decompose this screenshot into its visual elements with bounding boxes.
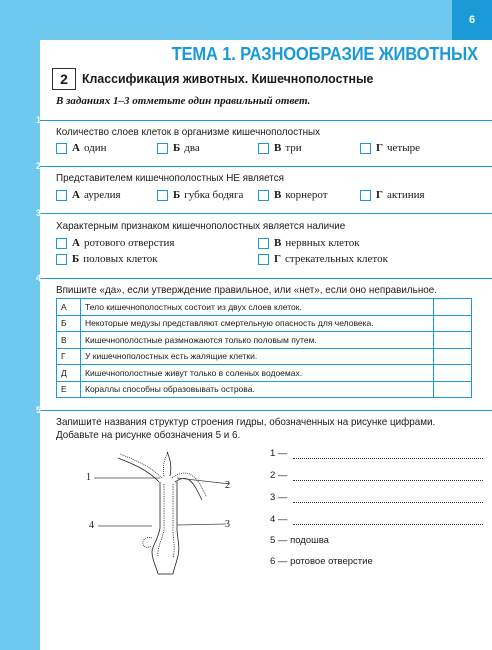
question-divider (40, 166, 492, 167)
checkbox[interactable] (360, 143, 371, 154)
question-text: Представителем кишечнополостных НЕ является (56, 172, 284, 184)
answer-cell[interactable] (434, 332, 472, 349)
question-text: Характерным признаком кишечнополостных является наличие (56, 220, 346, 232)
figure-label-2: 2 (225, 480, 230, 491)
hydra-figure (80, 448, 250, 578)
option-c[interactable]: В три (258, 142, 302, 154)
checkbox[interactable] (56, 143, 67, 154)
question-number: 3 (36, 208, 42, 218)
answer-cell[interactable] (434, 348, 472, 365)
question-divider (40, 410, 492, 411)
table-row: Б Некоторые медузы представляют смертельную опасность для человека. (57, 315, 472, 332)
checkbox[interactable] (258, 190, 269, 201)
question-divider (40, 120, 492, 121)
option-d[interactable]: Г актиния (360, 189, 425, 201)
answer-line-5: 5 — подошва (270, 535, 329, 546)
checkbox[interactable] (56, 190, 67, 201)
lesson-number: 2 (52, 68, 76, 90)
left-margin-bar (0, 0, 40, 650)
figure-label-1: 1 (86, 472, 91, 483)
topic-title: ТЕМА 1. РАЗНООБРАЗИЕ ЖИВОТНЫХ (171, 44, 478, 64)
checkbox[interactable] (258, 254, 269, 265)
instruction-text: В заданиях 1–3 отметьте один правильный ответ. (56, 95, 311, 107)
checkbox[interactable] (258, 238, 269, 249)
question-number: 1 (36, 115, 42, 125)
option-d[interactable]: Г четыре (360, 142, 420, 154)
true-false-table (56, 298, 472, 398)
lesson-title: Классификация животных. Кишечнополостные (82, 71, 374, 86)
option-c[interactable]: В нервных клеток (258, 237, 360, 249)
option-b[interactable]: Б половых клеток (56, 253, 158, 265)
table-row: Г У кишечнополостных есть жалящие клетки. (57, 348, 472, 365)
checkbox[interactable] (56, 238, 67, 249)
question-number: 4 (36, 273, 42, 283)
table-row: Д Кишечнополостные живут только в соленых водоемах. (57, 365, 472, 382)
answer-line-6: 6 — ротовое отверстие (270, 556, 373, 567)
checkbox[interactable] (360, 190, 371, 201)
answer-line-3[interactable]: 3 — (270, 492, 483, 503)
option-b[interactable]: Б губка бодяга (157, 189, 243, 201)
checkbox[interactable] (258, 143, 269, 154)
option-a[interactable]: А аурелия (56, 189, 121, 201)
answer-cell[interactable] (434, 365, 472, 382)
question-divider (40, 278, 492, 279)
answer-line-1[interactable]: 1 — (270, 448, 483, 459)
table-row: В Кишечнополостные размножаются только половым путем. (57, 332, 472, 349)
answer-cell[interactable] (434, 315, 472, 332)
checkbox[interactable] (157, 143, 168, 154)
question-number: 2 (36, 161, 42, 171)
option-a[interactable]: А ротового отверстия (56, 237, 174, 249)
answer-cell[interactable] (434, 381, 472, 398)
question-number: 5 (36, 405, 42, 415)
checkbox[interactable] (157, 190, 168, 201)
question-text: Количество слоев клеток в организме кишечнополостных (56, 126, 321, 138)
table-row: А Тело кишечнополостных состоит из двух слоев клеток. (57, 299, 472, 316)
checkbox[interactable] (56, 254, 67, 265)
table-row: Е Кораллы способны образовывать острова. (57, 381, 472, 398)
option-d[interactable]: Г стрекательных клеток (258, 253, 388, 265)
answer-cell[interactable] (434, 299, 472, 316)
question-text: Впишите «да», если утверждение правильное, или «нет», если оно неправильное. (56, 284, 438, 296)
answer-line-2[interactable]: 2 — (270, 470, 483, 481)
figure-label-3: 3 (225, 519, 230, 530)
question-divider (40, 213, 492, 214)
answer-line-4[interactable]: 4 — (270, 514, 483, 525)
option-b[interactable]: Б два (157, 142, 200, 154)
option-a[interactable]: А один (56, 142, 107, 154)
page-number: 6 (452, 0, 492, 40)
hydra-drawing (80, 448, 250, 578)
figure-label-4: 4 (89, 520, 94, 531)
top-header-bar (40, 0, 452, 40)
question-text: Запишите названия структур строения гидры, обозначенных на рисунке цифрами. Добавьте на рисунке обозначения 5 и 6. (56, 416, 436, 441)
option-c[interactable]: В корнерот (258, 189, 328, 201)
